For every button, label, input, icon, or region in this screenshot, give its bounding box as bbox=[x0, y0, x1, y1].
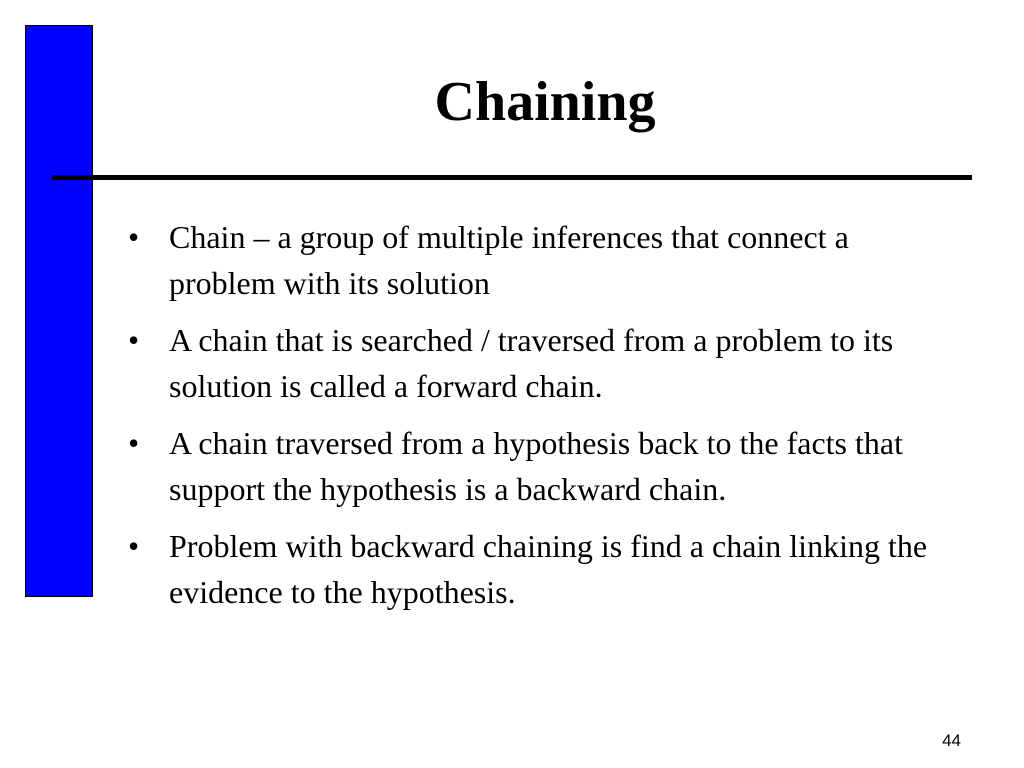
bullet-icon: • bbox=[128, 528, 140, 564]
page-number: 44 bbox=[942, 731, 961, 750]
title-divider bbox=[52, 175, 972, 180]
bullet-icon: • bbox=[128, 425, 140, 461]
bullet-list bbox=[128, 214, 958, 626]
side-accent-bar bbox=[25, 25, 93, 597]
bullet-text: A chain that is searched / traversed from a problem to its solution is called a forward chain. bbox=[169, 322, 894, 404]
slide-title: Chaining bbox=[434, 71, 656, 133]
bullet-icon: • bbox=[128, 219, 140, 255]
bullet-icon: • bbox=[128, 322, 140, 358]
bullet-item bbox=[128, 523, 958, 615]
bullet-item bbox=[128, 214, 958, 306]
bullet-text: Chain – a group of multiple inferences that connect a problem with its solution bbox=[169, 219, 849, 301]
bullet-item bbox=[128, 317, 958, 409]
bullet-text: Problem with backward chaining is find a chain linking the evidence to the hypothesis. bbox=[169, 528, 928, 610]
bullet-text: A chain traversed from a hypothesis back to the facts that support the hypothesis is a backward chain. bbox=[169, 425, 903, 507]
bullet-item bbox=[128, 420, 958, 512]
